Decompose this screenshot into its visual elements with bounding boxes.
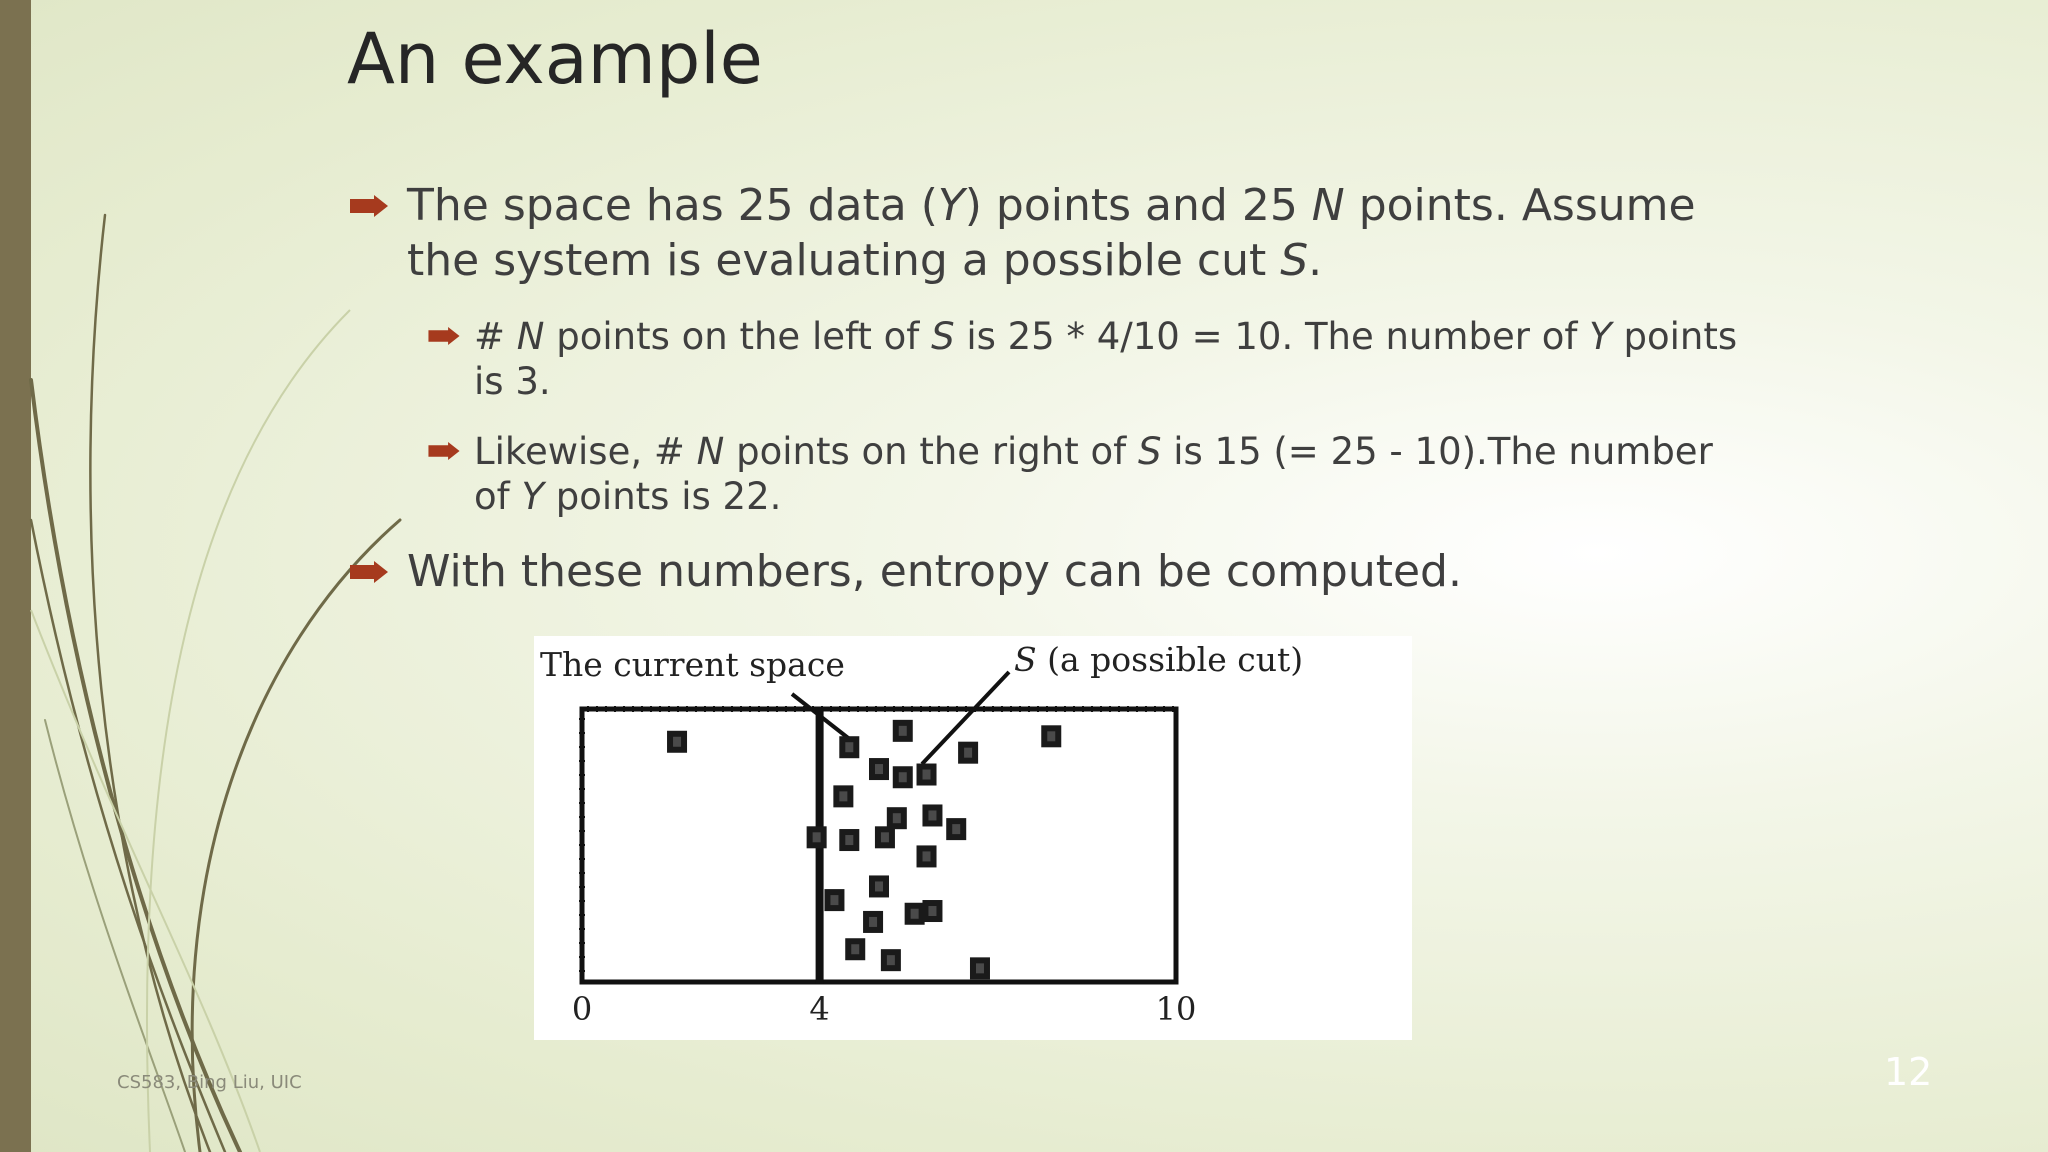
text-segment: is 25 * 4/10 = 10. The number of: [954, 315, 1590, 358]
italic-variable: S: [1137, 430, 1162, 473]
bullet-text: [474, 315, 1737, 403]
text-segment: .: [1308, 235, 1323, 286]
y-point-center: [813, 832, 821, 842]
y-point-center: [928, 810, 936, 820]
tick-label: 4: [809, 990, 830, 1028]
y-point-center: [893, 813, 901, 823]
italic-variable: N: [516, 315, 545, 358]
y-point-center: [875, 881, 883, 891]
bullet-text: [407, 546, 1462, 597]
y-point-center: [923, 770, 931, 780]
tick-label: 0: [571, 990, 593, 1028]
italic-variable: Y: [1589, 315, 1612, 358]
y-point-center: [899, 772, 907, 782]
y-point-center: [851, 944, 859, 954]
italic-variable: S: [1280, 235, 1309, 286]
page-number: 12: [1884, 1050, 1933, 1094]
y-point-center: [881, 832, 889, 842]
data-points: [667, 720, 1061, 980]
text-segment: #: [474, 315, 517, 358]
tick-label: 10: [1155, 990, 1197, 1028]
text-segment: Likewise, #: [474, 430, 697, 473]
y-point-center: [976, 963, 984, 973]
italic-variable: N: [696, 430, 725, 473]
y-point-center: [845, 835, 853, 845]
label-possible-cut: [1014, 640, 1303, 679]
y-point-center: [952, 824, 960, 834]
bullet-arrow-icon: [428, 442, 460, 460]
text-segment: With these numbers, entropy can be computed.: [407, 546, 1462, 597]
y-point-center: [875, 764, 883, 774]
label-current-space: The current space: [540, 645, 845, 684]
italic-variable: Y: [521, 475, 545, 518]
bullet-text: [474, 430, 1713, 518]
text-segment: points on the left of: [544, 315, 932, 358]
text-segment: points on the right of: [724, 430, 1138, 473]
bullet-arrow-icon: [428, 327, 460, 345]
sub-bullet-right-of-cut: [350, 429, 1740, 519]
y-point-center: [887, 955, 895, 965]
y-point-center: [928, 906, 936, 916]
y-point-center: [899, 726, 907, 736]
text-segment: points is 22.: [544, 475, 782, 518]
label-cut-symbol: S: [1014, 640, 1037, 679]
italic-variable: S: [931, 315, 955, 358]
bullet-entropy: [350, 544, 1740, 599]
y-point-center: [964, 748, 972, 758]
y-point-center: [830, 895, 838, 905]
y-point-center: [839, 791, 847, 801]
y-point-center: [911, 909, 919, 919]
text-segment: points is 3.: [474, 315, 1738, 403]
bullet-text: [407, 180, 1696, 286]
italic-variable: N: [1311, 180, 1345, 231]
cut-diagram-svg: [534, 636, 1412, 1040]
y-point-center: [923, 851, 931, 861]
y-point-center: [845, 742, 853, 752]
y-point-center: [1047, 731, 1055, 741]
cut-diagram: [534, 636, 1412, 1040]
bullet-arrow-icon: [350, 561, 388, 583]
bullet-arrow-icon: [350, 195, 388, 217]
text-segment: ) points and 25: [964, 180, 1312, 231]
text-segment: The space has 25 data (: [407, 180, 938, 231]
sub-bullet-left-of-cut: [350, 314, 1740, 404]
footer-credit: CS583, Bing Liu, UIC: [117, 1072, 302, 1093]
label-cut-text: (a possible cut): [1036, 640, 1304, 679]
text-segment: points. Assume the system is evaluating a possible cut: [407, 180, 1696, 286]
text-segment: is 15 (= 25 - 10).The number of: [474, 430, 1713, 518]
bullet-list: [350, 178, 1740, 625]
axis-ticks: [572, 990, 1197, 1028]
y-point-center: [673, 737, 681, 747]
y-point-center: [869, 917, 877, 927]
slide-title: An example: [347, 18, 763, 100]
italic-variable: Y: [937, 180, 965, 231]
bullet-space-description: [350, 178, 1740, 288]
